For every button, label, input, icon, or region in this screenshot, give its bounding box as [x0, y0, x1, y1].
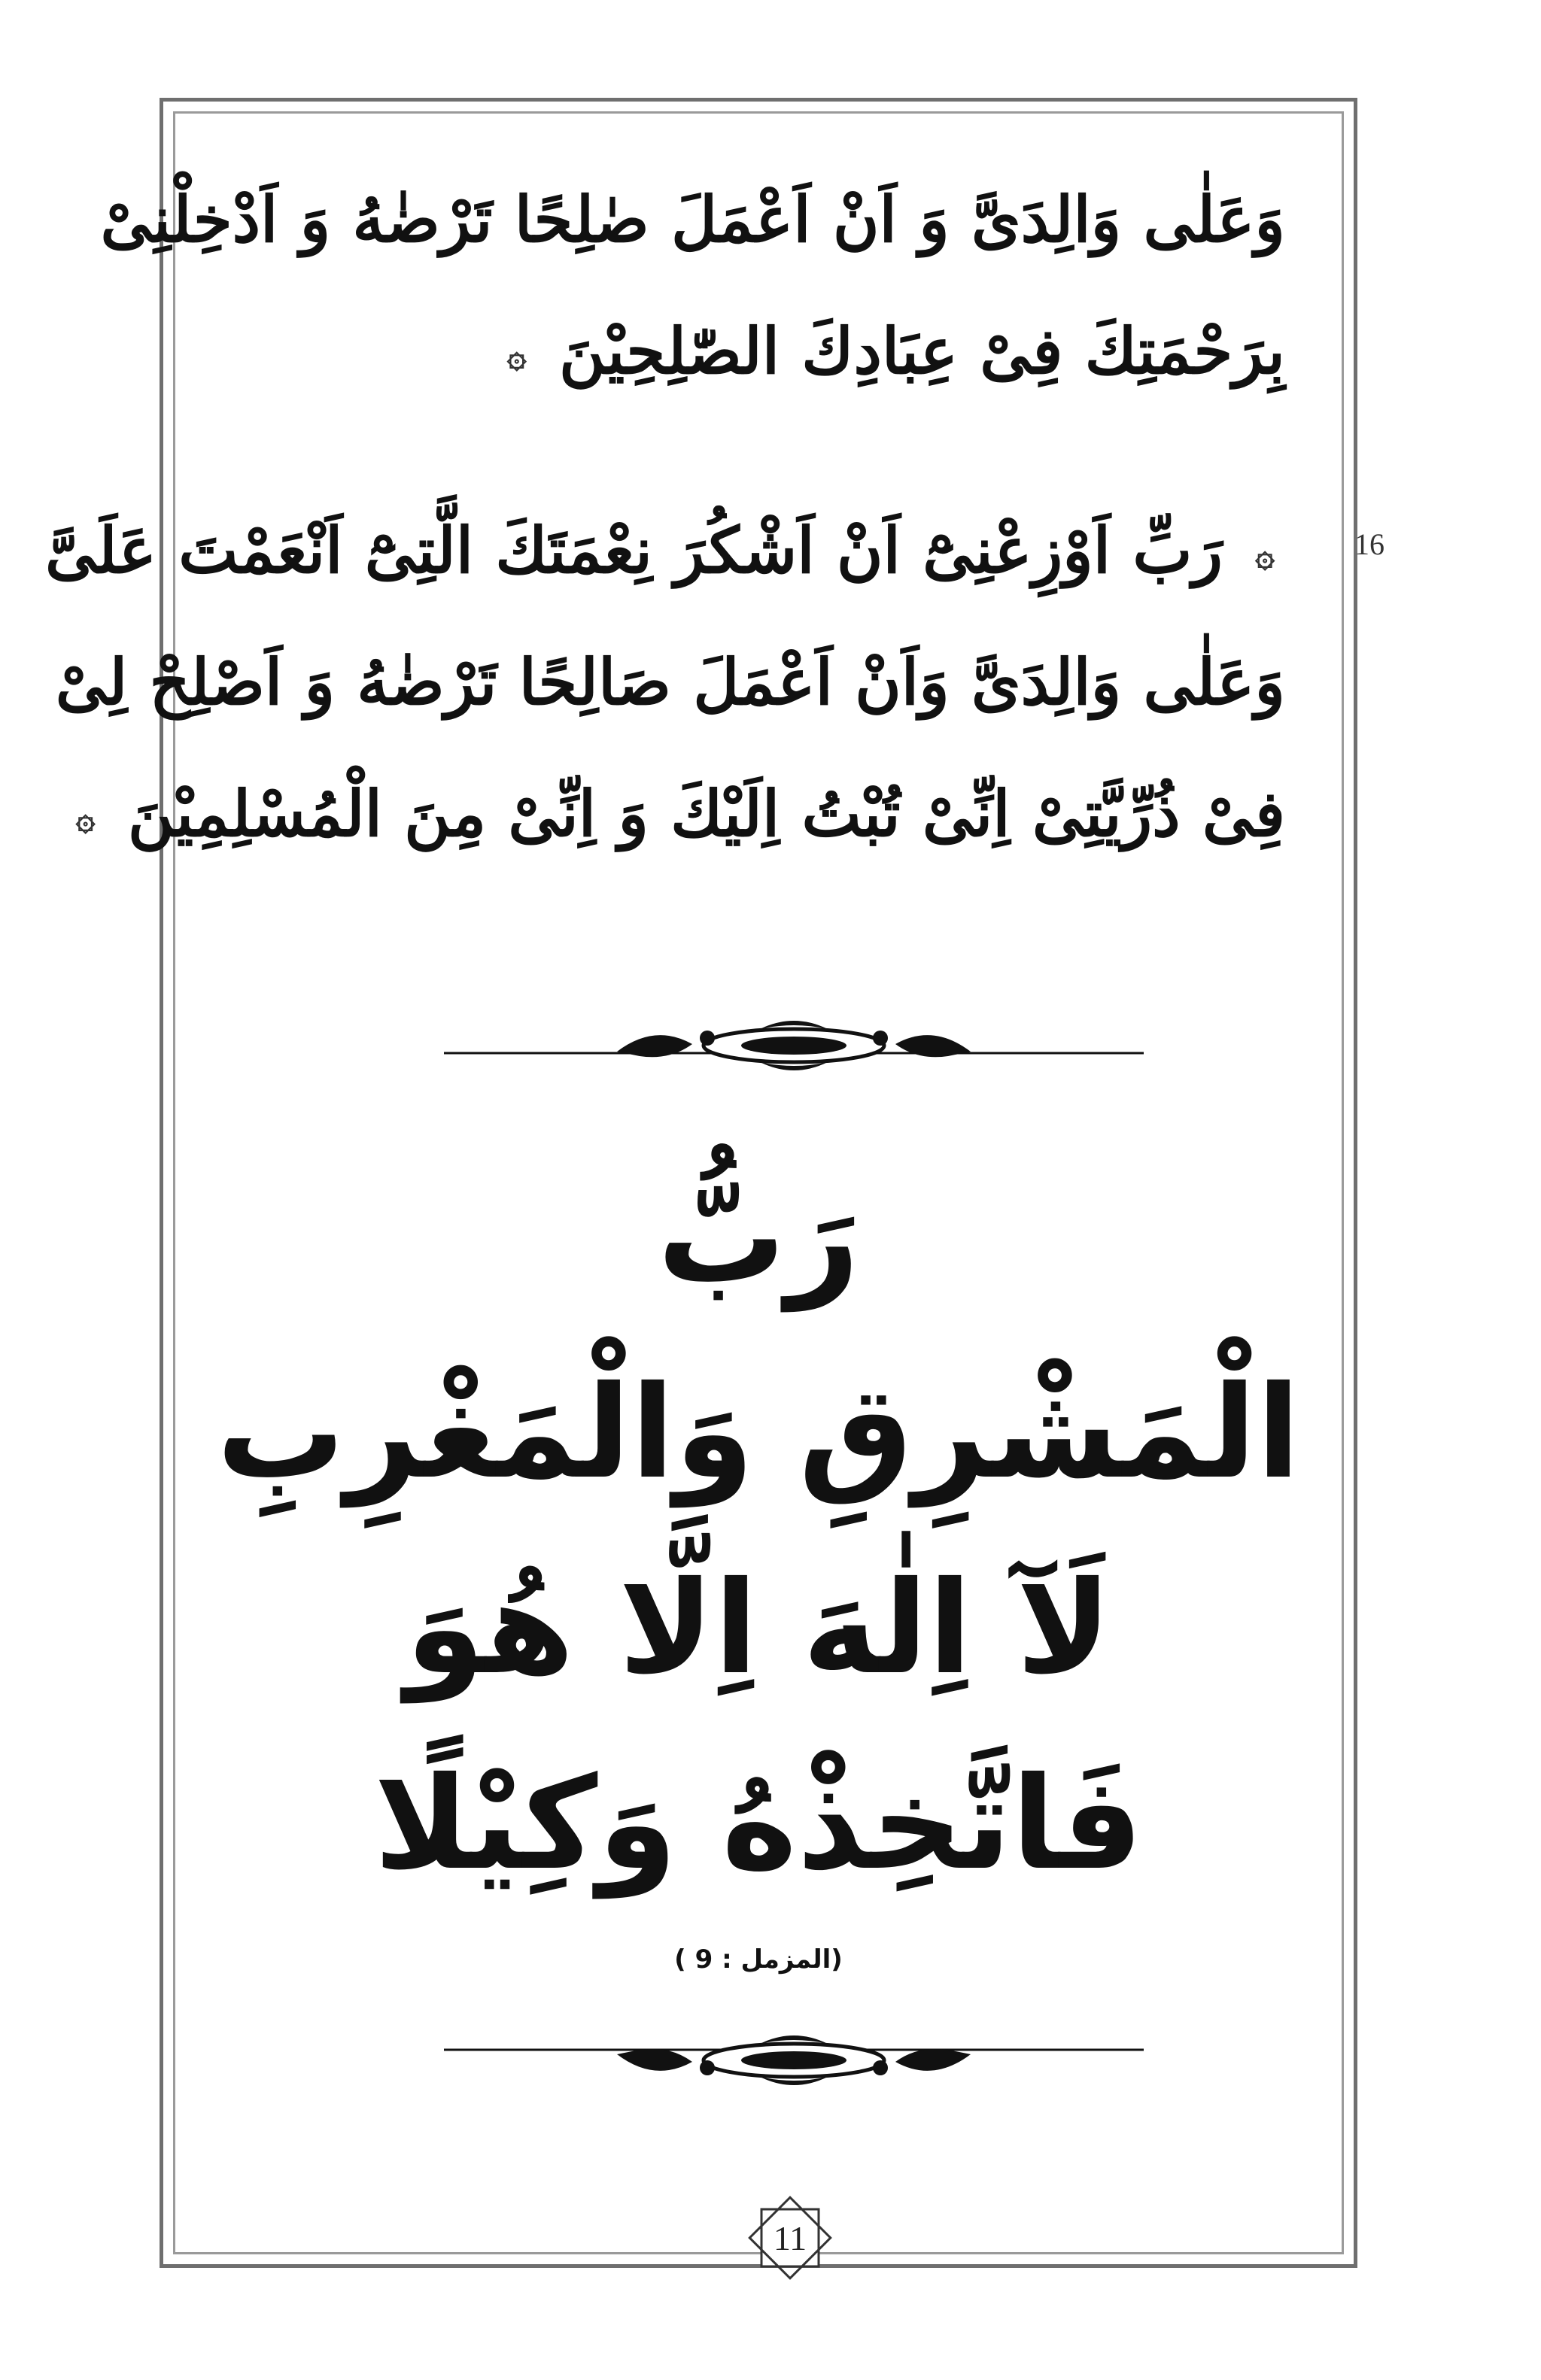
ayah-start-ornament-icon: ۞	[1255, 536, 1275, 575]
ornamental-divider-top	[444, 1015, 1144, 1076]
page-number-badge	[745, 2193, 835, 2283]
verse-number: 16	[1354, 527, 1384, 561]
verse-line-1: وَعَلٰى وَالِدَىَّ وَ اَنْ اَعْمَلَ صٰلِحًا تَرْضٰهُ وَ اَدْخِلْنِىْ	[100, 182, 1285, 257]
ayah-end-ornament-icon: ۞	[506, 337, 527, 375]
verse-line-2: بِرَحْمَتِكَ فِىْ عِبَادِكَ الصّٰلِحِيْنَ ۞	[506, 314, 1285, 388]
calligraphy-line-4: فَاتَّخِذْهُ وَكِيْلًا	[373, 1750, 1144, 1899]
calligraphy-line-3: لَآ اِلٰهَ اِلَّا هُوَ	[405, 1554, 1112, 1703]
verse-line-4: وَعَلٰى وَالِدَىَّ وَاَنْ اَعْمَلَ صَالِحًا تَرْضٰهُ وَ اَصْلِحْ لِىْ	[55, 645, 1285, 719]
verse-line-5: فِىْ ذُرِّيَّتِىْ اِنِّىْ تُبْتُ اِلَيْكَ وَ اِنِّىْ مِنَ الْمُسْلِمِيْنَ ۞	[75, 776, 1285, 851]
flourish-ornament-icon	[617, 2035, 971, 2085]
page-number: 11	[773, 2218, 807, 2257]
verse-line-3: ۞ رَبِّ اَوْزِعْنِىْٓ اَنْ اَشْكُرَ نِعْمَتَكَ الَّتِىْٓ اَنْعَمْتَ عَلَىَّ	[45, 513, 1275, 587]
calligraphy-line-2: الْمَشْرِقِ وَالْمَغْرِبِ	[216, 1358, 1301, 1507]
ornamental-divider-bottom	[444, 2027, 1144, 2087]
surah-reference: (المزمل : 9 )	[674, 1944, 843, 1975]
ayah-end-ornament-icon: ۞	[75, 800, 96, 838]
flourish-ornament-icon	[617, 1021, 971, 1070]
calligraphy-line-1: رَبُّ	[657, 1163, 860, 1312]
